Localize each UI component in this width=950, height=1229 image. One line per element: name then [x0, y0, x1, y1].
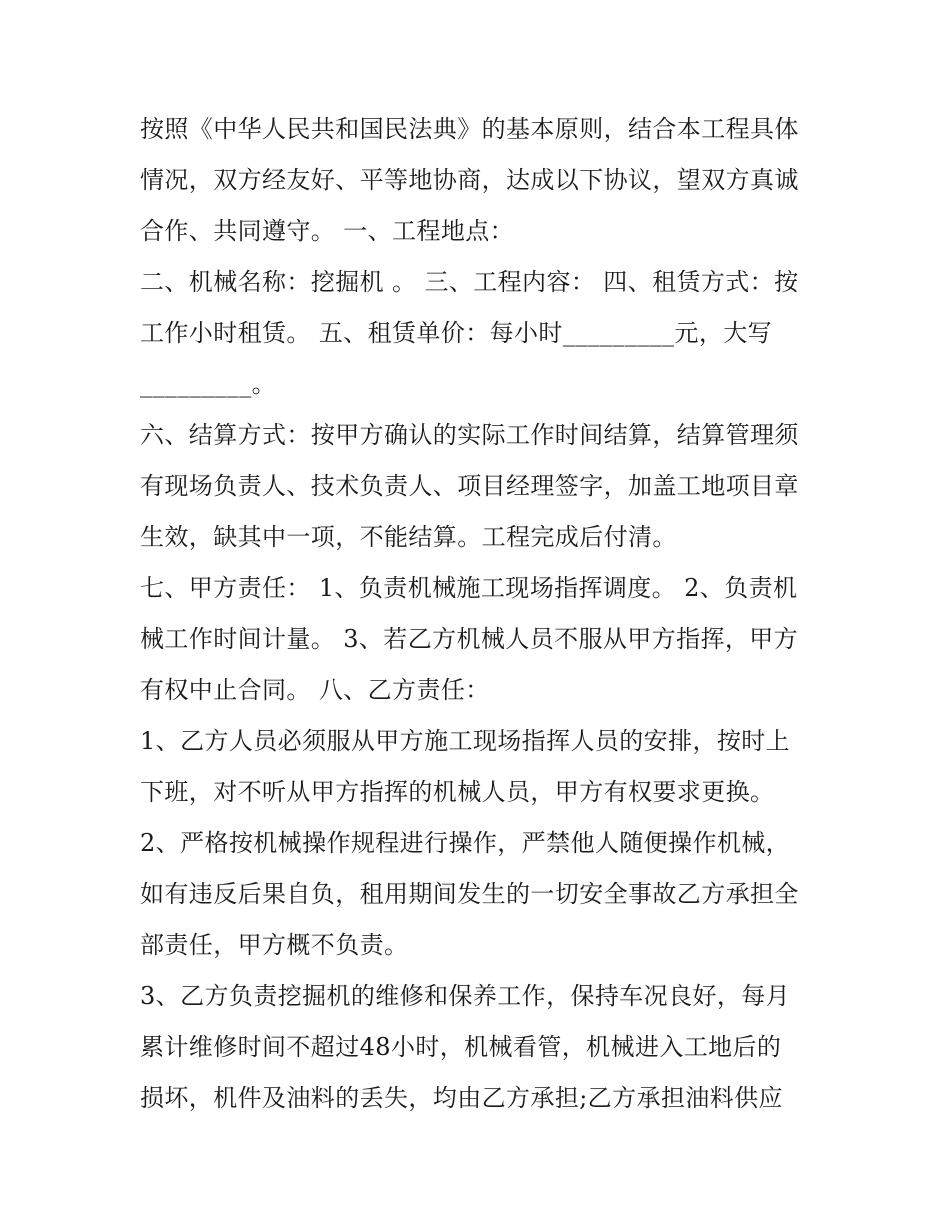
text-line-15: 2、严格按机械操作规程进行操作，严禁他人随便操作机械，: [140, 829, 791, 857]
document-body: [140, 104, 830, 1124]
text-line-9: 生效，缺其中一项，不能结算。工程完成后付清。: [140, 523, 677, 551]
text-line-19: 累计维修时间不超过48小时，机械看管，机械进入工地后的: [140, 1033, 782, 1061]
text-line-11: 械工作时间计量。 3、若乙方机械人员不服从甲方指挥，甲方: [140, 625, 799, 653]
text-line-8: 有现场负责人、技术负责人、项目经理签字，加盖工地项目章: [140, 472, 799, 500]
text-line-6: _________。: [140, 370, 276, 398]
text-line-7: 六、结算方式：按甲方确认的实际工作时间结算，结算管理须: [140, 421, 799, 449]
text-line-1: 按照《中华人民共和国民法典》的基本原则，结合本工程具体: [140, 115, 799, 143]
text-line-4: 二、机械名称：挖掘机 。 三、工程内容： 四、租赁方式：按: [140, 268, 799, 296]
text-line-20: 损坏，机件及油料的丢失，均由乙方承担;乙方承担油料供应: [140, 1084, 783, 1112]
text-line-17: 部责任，甲方概不负责。: [140, 931, 409, 959]
text-line-18: 3、乙方负责挖掘机的维修和保养工作，保持车况良好，每月: [140, 982, 791, 1010]
text-line-2: 情况，双方经友好、平等地协商，达成以下协议，望双方真诚: [140, 166, 799, 194]
text-line-5: 工作小时租赁。 五、租赁单价：每小时_________元，大写: [140, 319, 773, 347]
text-line-16: 如有违反后果自负，租用期间发生的一切安全事故乙方承担全: [140, 880, 799, 908]
text-line-12: 有权中止合同。 八、乙方责任：: [140, 676, 490, 704]
text-line-10: 七、甲方责任： 1、负责机械施工现场指挥调度。 2、负责机: [140, 574, 798, 602]
text-line-13: 1、乙方人员必须服从甲方施工现场指挥人员的安排，按时上: [140, 727, 791, 755]
text-line-3: 合作、共同遵守。 一、工程地点：: [140, 217, 515, 245]
text-line-14: 下班，对不听从甲方指挥的机械人员，甲方有权要求更换。: [140, 778, 775, 806]
